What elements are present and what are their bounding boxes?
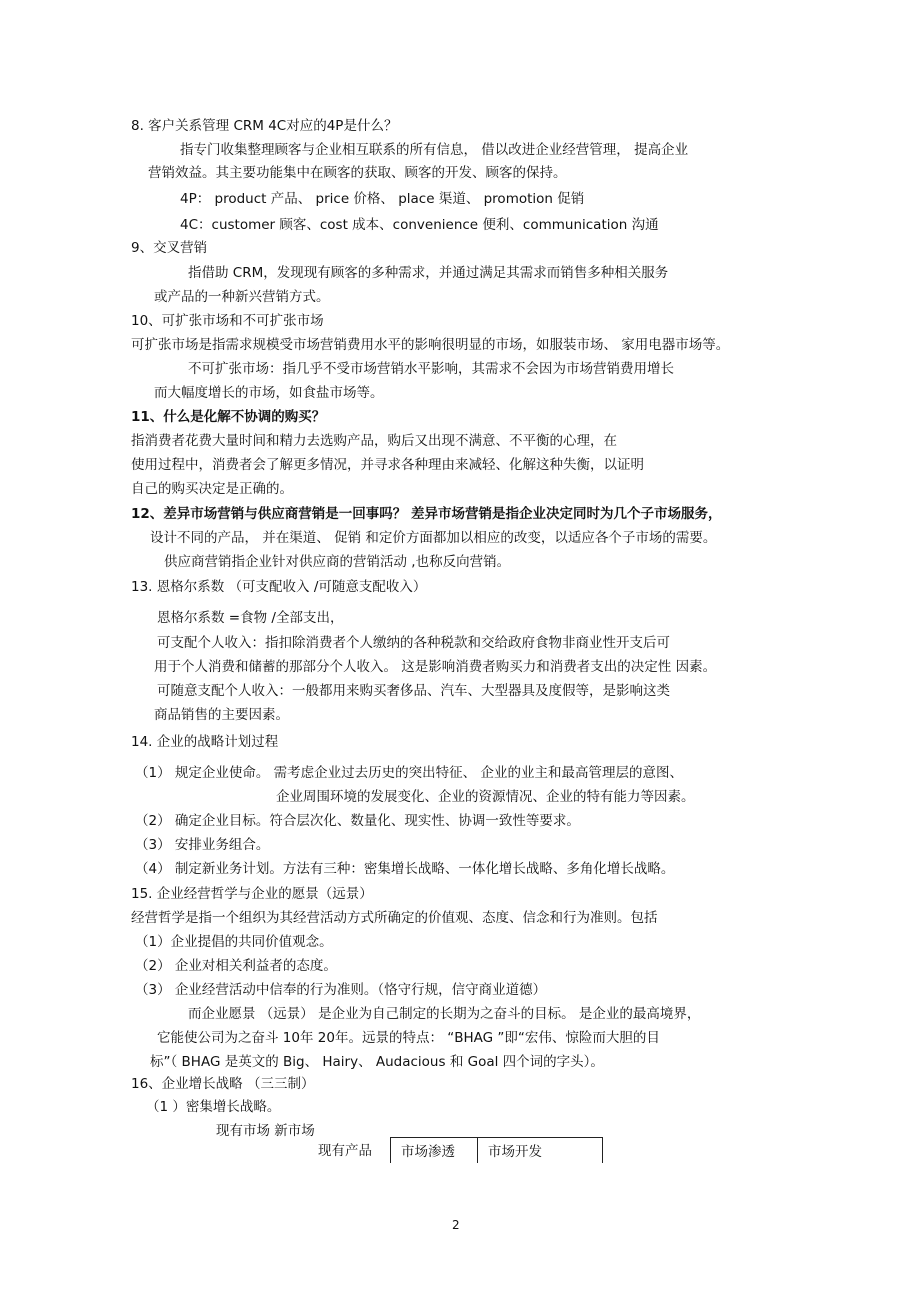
text-line: 12、差异市场营销与供应商营销是一回事吗？ 差异市场营销是指企业决定同时为几个子市场服务，: [131, 506, 722, 522]
text-line: 9、交叉营销: [131, 240, 208, 256]
text-line: 8. 客户关系管理 CRM 4C对应的4P是什么？: [131, 118, 398, 134]
text-line: 现有市场 新市场: [216, 1123, 315, 1139]
text-line: （2） 企业对相关利益者的态度。: [135, 958, 337, 974]
text-line: 企业周围环境的发展变化、企业的资源情况、企业的特有能力等因素。: [276, 789, 695, 805]
table-cell: 市场开发: [477, 1137, 603, 1163]
text-line: 16、企业增长战略 （三三制）: [131, 1076, 315, 1092]
text-line: 供应商营销指企业针对供应商的营销活动 ,也称反向营销。: [164, 554, 511, 570]
text-line: 或产品的一种新兴营销方式。: [154, 289, 330, 305]
text-line: 4C：customer 顾客、cost 成本、convenience 便利、communication 沟通: [180, 217, 659, 233]
growth-matrix-table: [318, 1137, 603, 1163]
text-line: 13. 恩格尔系数 （可支配收入 /可随意支配收入）: [131, 579, 427, 595]
text-line: （2） 确定企业目标。符合层次化、数量化、现实性、协调一致性等要求。: [135, 813, 580, 829]
text-line: 经营哲学是指一个组织为其经营活动方式所确定的价值观、态度、信念和行为准则。包括: [131, 910, 658, 926]
text-line: 不可扩张市场：指几乎不受市场营销水平影响，其需求不会因为市场营销费用增长: [188, 361, 674, 377]
text-line: （3） 企业经营活动中信奉的行为准则。（恪守行规，信守商业道德）: [135, 982, 547, 998]
table-cell: 现有产品: [318, 1143, 372, 1159]
text-line: 11、什么是化解不协调的购买？: [131, 409, 326, 425]
text-line: （1 ）密集增长战略。: [146, 1099, 281, 1115]
text-line: 指借助 CRM，发现现有顾客的多种需求，并通过满足其需求而销售多种相关服务: [188, 265, 669, 281]
text-line: 指专门收集整理顾客与企业相互联系的所有信息， 借以改进企业经营管理， 提高企业: [180, 142, 689, 158]
text-line: （4） 制定新业务计划。方法有三种：密集增长战略、一体化增长战略、多角化增长战略。: [135, 861, 675, 877]
table-row: [318, 1137, 603, 1163]
text-line: 可扩张市场是指需求规模受市场营销费用水平的影响很明显的市场，如服装市场、 家用电器市场等。: [131, 337, 730, 353]
text-line: 而大幅度增长的市场，如食盐市场等。: [154, 385, 384, 401]
text-line: 用于个人消费和储蓄的那部分个人收入。 这是影响消费者购买力和消费者支出的决定性 因素。: [154, 659, 717, 675]
text-line: （3） 安排业务组合。: [135, 837, 270, 853]
text-line: 15. 企业经营哲学与企业的愿景（远景）: [131, 886, 373, 902]
text-line: 自己的购买决定是正确的。: [131, 481, 293, 497]
text-line: 恩格尔系数 =食物 /全部支出，: [157, 610, 344, 626]
text-line: 指消费者花费大量时间和精力去选购产品，购后又出现不满意、不平衡的心理，在: [131, 433, 617, 449]
text-line: （1）企业提倡的共同价值观念。: [135, 934, 333, 950]
page-number: 2: [452, 1218, 460, 1232]
text-line: （1） 规定企业使命。 需考虑企业过去历史的突出特征、 企业的业主和最高管理层的意图、: [135, 765, 683, 781]
text-line: 设计不同的产品， 并在渠道、 促销 和定价方面都加以相应的改变，以适应各个子市场的需要。: [150, 530, 717, 546]
table-cell: 市场渗透: [390, 1137, 477, 1163]
text-line: 10、可扩张市场和不可扩张市场: [131, 313, 324, 329]
text-line: 14. 企业的战略计划过程: [131, 734, 279, 750]
text-line: 标”（ BHAG 是英文的 Big、 Hairy、 Audacious 和 Goal 四个词的字头）。: [150, 1054, 604, 1070]
text-line: 使用过程中，消费者会了解更多情况，并寻求各种理由来减轻、化解这种失衡，以证明: [131, 457, 644, 473]
text-line: 营销效益。其主要功能集中在顾客的获取、顾客的开发、顾客的保持。: [148, 165, 567, 181]
text-line: 而企业愿景 （远景） 是企业为自己制定的长期为之奋斗的目标。 是企业的最高境界，: [188, 1006, 701, 1022]
text-line: 它能使公司为之奋斗 10年 20年。远景的特点： “BHAG ”即“宏伟、惊险而大胆的目: [157, 1030, 660, 1046]
text-line: 商品销售的主要因素。: [154, 707, 289, 723]
text-line: 可支配个人收入：指扣除消费者个人缴纳的各种税款和交给政府食物非商业性开支后可: [157, 635, 670, 651]
text-line: 4P： product 产品、 price 价格、 place 渠道、 promotion 促销: [180, 191, 585, 207]
text-line: 可随意支配个人收入：一般都用来购买奢侈品、汽车、大型器具及度假等，是影响这类: [157, 683, 670, 699]
